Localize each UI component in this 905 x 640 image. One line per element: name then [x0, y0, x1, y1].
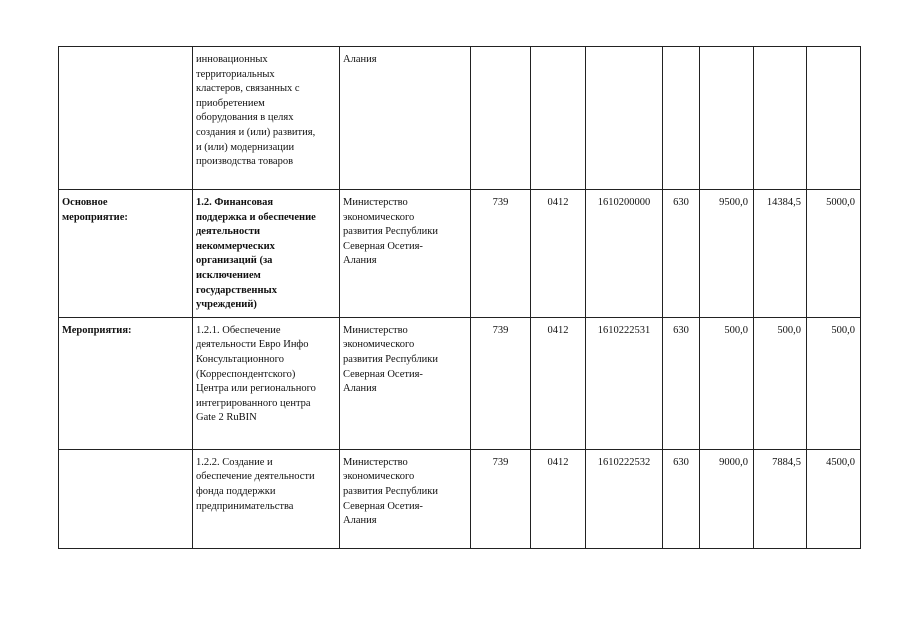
expense-type-cell [663, 47, 700, 190]
amount-year1-cell [700, 47, 754, 190]
expense-type-cell: 630 [663, 449, 700, 548]
expense-type-cell: 630 [663, 317, 700, 449]
amount-year2-cell: 500,0 [754, 317, 807, 449]
section-code-cell: 0412 [531, 317, 586, 449]
amount-year3-cell: 4500,0 [807, 449, 861, 548]
activity-type-cell: Основное мероприятие: [59, 190, 193, 318]
executor-cell: Министерство экономического развития Республики Северная Осетия- Алания [340, 449, 471, 548]
target-article-cell: 1610200000 [586, 190, 663, 318]
activity-type-cell [59, 449, 193, 548]
ministry-code-cell: 739 [471, 317, 531, 449]
executor-cell: Министерство экономического развития Республики Северная Осетия- Алания [340, 317, 471, 449]
activity-name-cell: инновационных территориальных кластеров, связанных с приобретением оборудования в целях создания и (или) развития, и (или) модернизации производства товаров [193, 47, 340, 190]
target-article-cell: 1610222532 [586, 449, 663, 548]
table-row [59, 317, 861, 449]
table-row [59, 190, 861, 318]
amount-year1-cell: 9000,0 [700, 449, 754, 548]
ministry-code-cell: 739 [471, 449, 531, 548]
executor-cell: Министерство экономического развития Республики Северная Осетия- Алания [340, 190, 471, 318]
section-code-cell: 0412 [531, 449, 586, 548]
amount-year1-cell: 500,0 [700, 317, 754, 449]
amount-year3-cell: 5000,0 [807, 190, 861, 318]
activity-name-cell: 1.2.2. Создание и обеспечение деятельности фонда поддержки предпринимательства [193, 449, 340, 548]
amount-year2-cell: 14384,5 [754, 190, 807, 318]
target-article-cell: 1610222531 [586, 317, 663, 449]
target-article-cell [586, 47, 663, 190]
activity-type-cell: Мероприятия: [59, 317, 193, 449]
activity-name-cell: 1.2. Финансовая поддержка и обеспечение деятельности некоммерческих организаций (за исключением государственных учреждений) [193, 190, 340, 318]
program-activities-table [58, 46, 861, 549]
section-code-cell [531, 47, 586, 190]
ministry-code-cell [471, 47, 531, 190]
amount-year2-cell: 7884,5 [754, 449, 807, 548]
activity-name-cell: 1.2.1. Обеспечение деятельности Евро Инфо Консультационного (Корреспондентского) Центра или регионального интегрированного центра Gate 2 RuBIN [193, 317, 340, 449]
amount-year1-cell: 9500,0 [700, 190, 754, 318]
expense-type-cell: 630 [663, 190, 700, 318]
ministry-code-cell: 739 [471, 190, 531, 318]
activity-type-cell [59, 47, 193, 190]
amount-year3-cell [807, 47, 861, 190]
amount-year2-cell [754, 47, 807, 190]
table-row [59, 47, 861, 190]
section-code-cell: 0412 [531, 190, 586, 318]
table-row [59, 449, 861, 548]
executor-cell: Алания [340, 47, 471, 190]
amount-year3-cell: 500,0 [807, 317, 861, 449]
